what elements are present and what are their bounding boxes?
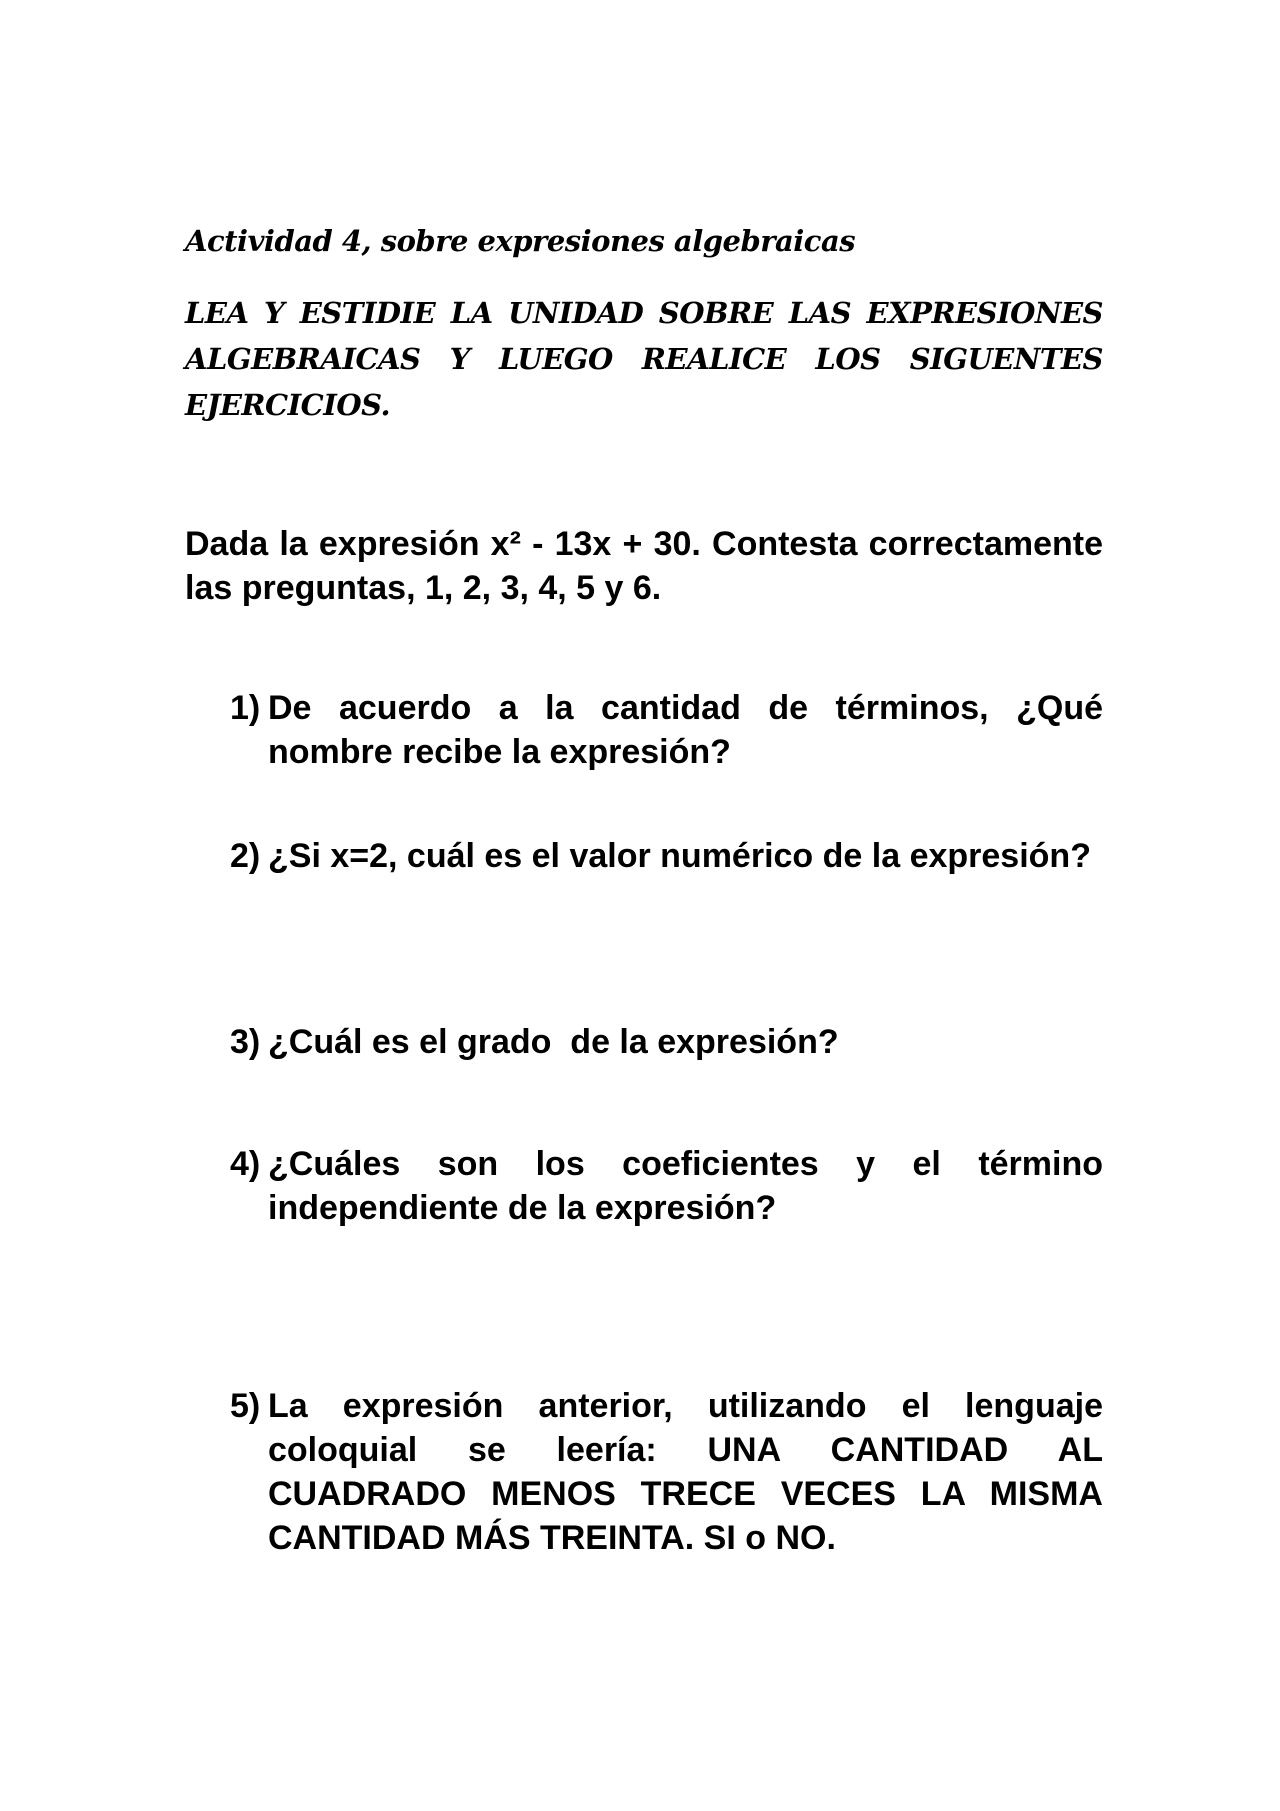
question-number: 1) <box>230 689 261 727</box>
question-number: 2) <box>230 837 261 875</box>
question-item <box>230 1020 1103 1064</box>
question-text: ¿Si x=2, cuál es el valor numérico de la expresión? <box>268 837 1091 875</box>
question-item <box>230 1384 1103 1560</box>
question-text: La expresión anterior, utilizando el lenguaje coloquial se leería: UNA CANTIDAD AL CUADRADO MENOS TRECE VECES LA MISMA CANTIDAD MÁS TREINTA. SI o NO. <box>268 1387 1103 1557</box>
question-item <box>230 834 1103 878</box>
intro-paragraph: Dada la expresión x² - 13x + 30. Contesta correctamente las preguntas, 1, 2, 3, 4, 5 y 6. <box>185 525 1103 607</box>
question-number: 3) <box>230 1023 261 1061</box>
question-number: 5) <box>230 1387 261 1425</box>
document-title: Actividad 4, sobre expresiones algebraicas <box>185 224 856 258</box>
question-item <box>230 1142 1103 1230</box>
question-text: ¿Cuáles son los coeficientes y el término independiente de la expresión? <box>268 1145 1103 1227</box>
question-item <box>230 686 1103 774</box>
question-text: De acuerdo a la cantidad de términos, ¿Qué nombre recibe la expresión? <box>268 689 1103 771</box>
question-number: 4) <box>230 1145 261 1183</box>
instructions-text: LEA Y ESTIDIE LA UNIDAD SOBRE LAS EXPRESIONES ALGEBRAICAS Y LUEGO REALICE LOS SIGUENTES EJERCICIOS. <box>185 296 1103 422</box>
question-text: ¿Cuál es el grado de la expresión? <box>268 1023 839 1061</box>
